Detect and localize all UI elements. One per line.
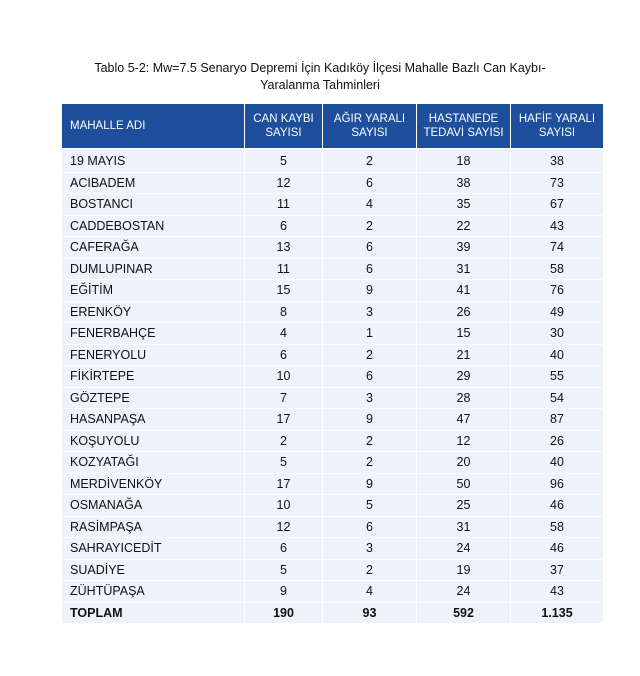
cell-agir-yarali: 2	[322, 451, 416, 473]
cell-hastanede-tedavi: 18	[416, 148, 510, 172]
cell-hastanede-tedavi: 26	[416, 301, 510, 323]
table-row	[62, 365, 603, 387]
cell-mahalle: DUMLUPINAR	[62, 258, 244, 280]
cell-can-kaybi: 5	[244, 148, 322, 172]
cell-agir-yarali: 2	[322, 148, 416, 172]
cell-agir-yarali: 9	[322, 279, 416, 301]
cell-can-kaybi: 9	[244, 580, 322, 602]
cell-agir-yarali: 1	[322, 322, 416, 344]
cell-can-kaybi: 5	[244, 559, 322, 581]
cell-mahalle: BOSTANCI	[62, 193, 244, 215]
cell-mahalle: FİKİRTEPE	[62, 365, 244, 387]
table-row	[62, 451, 603, 473]
header-text-line: HAFİF YARALI	[518, 113, 596, 125]
cell-agir-yarali: 6	[322, 236, 416, 258]
cell-can-kaybi: 17	[244, 473, 322, 495]
cell-agir-yarali: 6	[322, 258, 416, 280]
cell-hafif-yarali: 49	[510, 301, 603, 323]
header-text-line: SAYISI	[265, 127, 302, 139]
cell-hafif-yarali: 67	[510, 193, 603, 215]
cell-hafif-yarali: 55	[510, 365, 603, 387]
table-row	[62, 580, 603, 602]
cell-mahalle: GÖZTEPE	[62, 387, 244, 409]
cell-hastanede-tedavi: 12	[416, 430, 510, 452]
cell-mahalle: SAHRAYICEDİT	[62, 537, 244, 559]
cell-agir-yarali: 9	[322, 473, 416, 495]
table-row	[62, 322, 603, 344]
table-row	[62, 537, 603, 559]
total-row	[62, 602, 603, 624]
header-text-line: AĞIR YARALI	[333, 113, 406, 125]
cell-agir-yarali: 6	[322, 172, 416, 194]
cell-can-kaybi: 6	[244, 537, 322, 559]
cell-hastanede-tedavi: 22	[416, 215, 510, 237]
cell-mahalle: KOŞUYOLU	[62, 430, 244, 452]
header-text-line: MAHALLE ADI	[70, 120, 146, 132]
table-row	[62, 215, 603, 237]
cell-agir-yarali: 4	[322, 193, 416, 215]
table-row	[62, 473, 603, 495]
caption-line-2: Yaralanma Tahminleri	[260, 78, 380, 92]
cell-agir-yarali: 3	[322, 301, 416, 323]
cell-can-kaybi: 5	[244, 451, 322, 473]
cell-agir-yarali: 93	[322, 602, 416, 624]
cell-mahalle: OSMANAĞA	[62, 494, 244, 516]
cell-hafif-yarali: 58	[510, 258, 603, 280]
header-agir-yarali	[322, 104, 416, 148]
casualty-table	[62, 104, 603, 623]
cell-can-kaybi: 10	[244, 494, 322, 516]
cell-mahalle: SUADİYE	[62, 559, 244, 581]
cell-agir-yarali: 6	[322, 365, 416, 387]
header-text-line: SAYISI	[351, 127, 388, 139]
table-row	[62, 559, 603, 581]
cell-hafif-yarali: 54	[510, 387, 603, 409]
cell-mahalle: CAFERAĞA	[62, 236, 244, 258]
cell-can-kaybi: 2	[244, 430, 322, 452]
cell-hafif-yarali: 26	[510, 430, 603, 452]
header-text-line: HASTANEDE	[428, 113, 499, 125]
cell-hafif-yarali: 58	[510, 516, 603, 538]
cell-hafif-yarali: 37	[510, 559, 603, 581]
table-caption	[0, 60, 640, 94]
cell-agir-yarali: 4	[322, 580, 416, 602]
cell-mahalle: ZÜHTÜPAŞA	[62, 580, 244, 602]
cell-can-kaybi: 8	[244, 301, 322, 323]
cell-hafif-yarali: 40	[510, 451, 603, 473]
cell-mahalle: FENERYOLU	[62, 344, 244, 366]
cell-hafif-yarali: 30	[510, 322, 603, 344]
cell-hafif-yarali: 43	[510, 215, 603, 237]
table-row	[62, 387, 603, 409]
header-row	[62, 104, 603, 148]
table-row	[62, 148, 603, 172]
cell-agir-yarali: 9	[322, 408, 416, 430]
table-row	[62, 301, 603, 323]
cell-hafif-yarali: 1.135	[510, 602, 603, 624]
cell-hastanede-tedavi: 20	[416, 451, 510, 473]
cell-mahalle: ERENKÖY	[62, 301, 244, 323]
cell-can-kaybi: 13	[244, 236, 322, 258]
table-row	[62, 516, 603, 538]
cell-hastanede-tedavi: 31	[416, 258, 510, 280]
cell-mahalle: ACIBADEM	[62, 172, 244, 194]
cell-agir-yarali: 2	[322, 215, 416, 237]
cell-hastanede-tedavi: 38	[416, 172, 510, 194]
cell-hastanede-tedavi: 24	[416, 537, 510, 559]
cell-can-kaybi: 6	[244, 215, 322, 237]
cell-can-kaybi: 12	[244, 172, 322, 194]
cell-mahalle: RASİMPAŞA	[62, 516, 244, 538]
cell-can-kaybi: 11	[244, 193, 322, 215]
header-text-line: SAYISI	[538, 127, 576, 139]
cell-agir-yarali: 3	[322, 537, 416, 559]
cell-can-kaybi: 7	[244, 387, 322, 409]
cell-hafif-yarali: 96	[510, 473, 603, 495]
cell-hastanede-tedavi: 21	[416, 344, 510, 366]
cell-mahalle: TOPLAM	[62, 602, 244, 624]
cell-hafif-yarali: 87	[510, 408, 603, 430]
cell-hafif-yarali: 46	[510, 494, 603, 516]
cell-hastanede-tedavi: 19	[416, 559, 510, 581]
cell-hafif-yarali: 43	[510, 580, 603, 602]
cell-hastanede-tedavi: 24	[416, 580, 510, 602]
cell-can-kaybi: 6	[244, 344, 322, 366]
caption-line-1: Tablo 5-2: Mw=7.5 Senaryo Depremi İçin Kadıköy İlçesi Mahalle Bazlı Can Kaybı-	[94, 61, 546, 75]
cell-hafif-yarali: 46	[510, 537, 603, 559]
cell-hastanede-tedavi: 592	[416, 602, 510, 624]
cell-hastanede-tedavi: 28	[416, 387, 510, 409]
table-row	[62, 172, 603, 194]
cell-hastanede-tedavi: 35	[416, 193, 510, 215]
cell-can-kaybi: 17	[244, 408, 322, 430]
cell-hastanede-tedavi: 39	[416, 236, 510, 258]
table-row	[62, 344, 603, 366]
table-row	[62, 258, 603, 280]
table-body	[62, 148, 603, 623]
cell-agir-yarali: 3	[322, 387, 416, 409]
cell-can-kaybi: 10	[244, 365, 322, 387]
cell-hastanede-tedavi: 25	[416, 494, 510, 516]
cell-can-kaybi: 4	[244, 322, 322, 344]
table-row	[62, 430, 603, 452]
header-can-kaybi	[244, 104, 322, 148]
cell-mahalle: HASANPAŞA	[62, 408, 244, 430]
cell-hafif-yarali: 76	[510, 279, 603, 301]
cell-can-kaybi: 11	[244, 258, 322, 280]
cell-hastanede-tedavi: 15	[416, 322, 510, 344]
table-row	[62, 494, 603, 516]
table-row	[62, 193, 603, 215]
table-row	[62, 408, 603, 430]
table-row	[62, 279, 603, 301]
cell-hastanede-tedavi: 50	[416, 473, 510, 495]
header-text-line: CAN KAYBI	[253, 113, 314, 125]
table-row	[62, 236, 603, 258]
cell-hastanede-tedavi: 41	[416, 279, 510, 301]
cell-mahalle: 19 MAYIS	[62, 148, 244, 172]
cell-hafif-yarali: 38	[510, 148, 603, 172]
cell-agir-yarali: 6	[322, 516, 416, 538]
cell-mahalle: CADDEBOSTAN	[62, 215, 244, 237]
header-text-line: TEDAVİ SAYISI	[423, 127, 504, 139]
header-hafif-yarali	[510, 104, 603, 148]
cell-mahalle: FENERBAHÇE	[62, 322, 244, 344]
cell-mahalle: EĞİTİM	[62, 279, 244, 301]
cell-hafif-yarali: 40	[510, 344, 603, 366]
cell-hafif-yarali: 74	[510, 236, 603, 258]
cell-can-kaybi: 15	[244, 279, 322, 301]
cell-hastanede-tedavi: 31	[416, 516, 510, 538]
cell-hastanede-tedavi: 29	[416, 365, 510, 387]
cell-can-kaybi: 12	[244, 516, 322, 538]
header-mahalle-adi	[62, 104, 244, 148]
cell-hastanede-tedavi: 47	[416, 408, 510, 430]
table-header	[62, 104, 603, 148]
cell-can-kaybi: 190	[244, 602, 322, 624]
cell-agir-yarali: 2	[322, 344, 416, 366]
cell-agir-yarali: 2	[322, 559, 416, 581]
cell-agir-yarali: 2	[322, 430, 416, 452]
cell-agir-yarali: 5	[322, 494, 416, 516]
header-hastanede-tedavi	[416, 104, 510, 148]
cell-mahalle: KOZYATAĞI	[62, 451, 244, 473]
cell-mahalle: MERDİVENKÖY	[62, 473, 244, 495]
cell-hafif-yarali: 73	[510, 172, 603, 194]
